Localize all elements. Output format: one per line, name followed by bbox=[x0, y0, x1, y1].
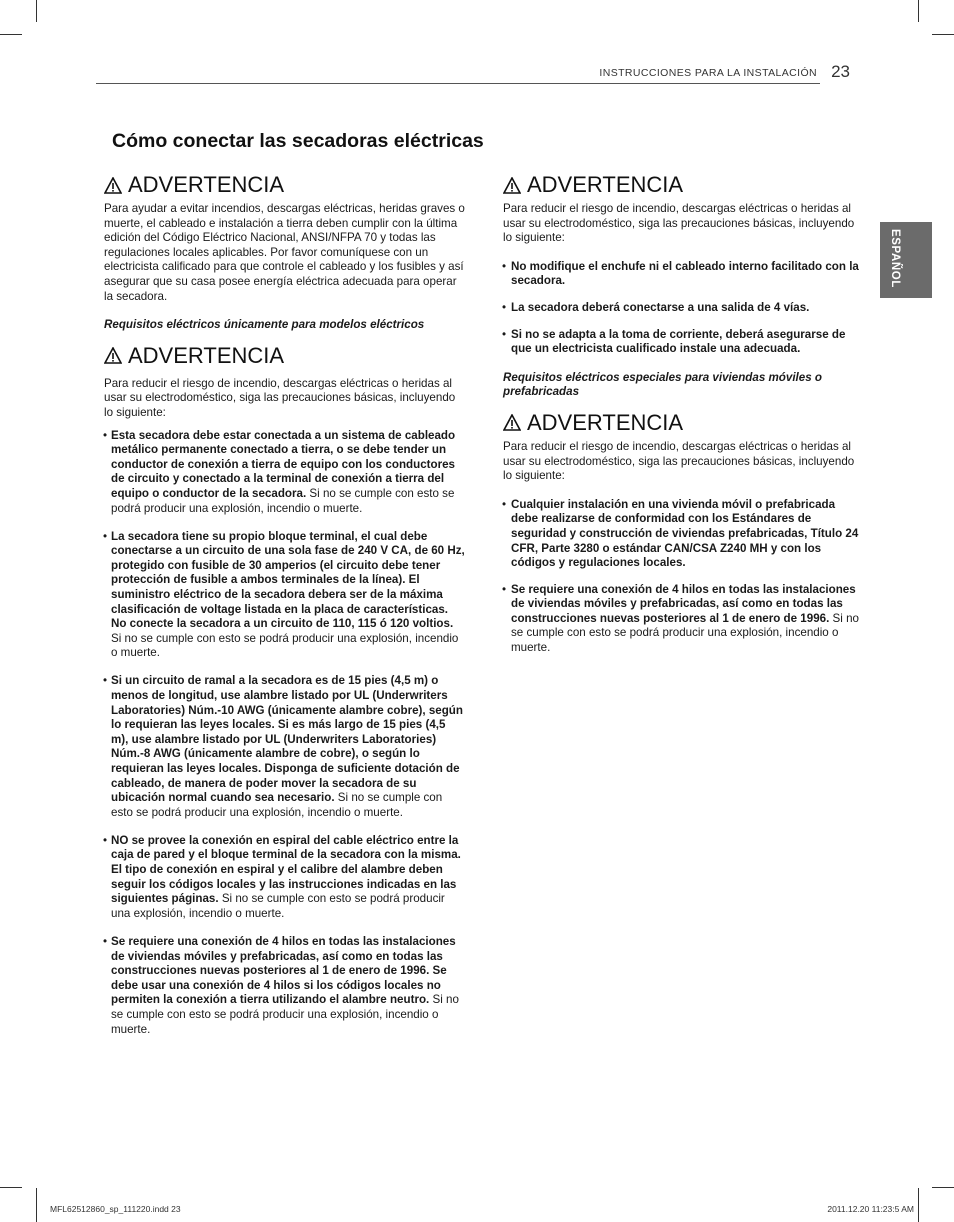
list-item: • Si un circuito de ramal a la secadora es de 15 pies (4,5 m) o menos de longitud, use alambre listado por UL (Underwriters Laboratories) Núm.-10 AWG (únicamente alambre cobre), según lo requieran las leyes locales. Si es más largo de 15 pies (4,5 m), use alambre listado por UL (Underwriters Laboratories) Núm.-8 AWG (únicamente alambre de cobre), o según lo requieran las leyes locales. Disponga de suficiente dotación de cableado, de manera de poder mover la secadora de su ubicación normal cuando sea necesario. Si no se cumple con esto se podrá producir una explosión, incendio o muerte. bbox=[104, 674, 466, 820]
list-item: • Si no se adapta a la toma de corriente, deberá asegurarse de que un electricista cualificado instale una adecuada. bbox=[503, 328, 861, 357]
list-item: • La secadora tiene su propio bloque terminal, el cual debe conectarse a un circuito de una sola fase de 240 V CA, de 60 Hz, protegido con fusible de 30 amperios (el circuito debe tener protección de fusible a ambos terminales de la línea). El suministro eléctrico de la secadora debera ser de la máxima clasificación de voltage listada en la placa de características. No conecte la secadora a un circuito de 110, 115 ó 120 voltios. Si no se cumple con esto se podrá producir una explosión, incendio o muerte. bbox=[104, 530, 466, 661]
warning-icon bbox=[104, 347, 122, 364]
warning-list bbox=[104, 429, 466, 1038]
warning-title: ADVERTENCIA bbox=[527, 409, 684, 435]
footer-timestamp: 2011.12.20 11:23:5 AM bbox=[827, 1204, 914, 1214]
list-item: • Se requiere una conexión de 4 hilos en todas las instalaciones de viviendas móviles y prefabricadas, así como en todas las construcciones nuevas posteriores al 1 de enero de 1996. Si no se cumple con esto se podrá producir una explosión, incendio o muerte. bbox=[503, 583, 861, 656]
running-header: INSTRUCCIONES PARA LA INSTALACIÓN bbox=[599, 67, 817, 79]
warning-heading bbox=[104, 172, 466, 198]
warning-icon bbox=[503, 414, 521, 431]
warning-heading bbox=[503, 172, 861, 198]
language-tab bbox=[880, 222, 932, 298]
list-item: • NO se provee la conexión en espiral del cable eléctrico entre la caja de pared y el bloque terminal de la secadora con la misma. El tipo de conexión en espiral y el calibre del alambre deben seguir los códigos locales y las instrucciones indicadas en las siguientes páginas. Si no se cumple con esto se podrá producir una explosión, incendio o muerte. bbox=[104, 834, 466, 922]
list-item: • La secadora deberá conectarse a una salida de 4 vías. bbox=[503, 301, 861, 316]
warning-heading bbox=[104, 343, 466, 369]
section-title: Cómo conectar las secadoras eléctricas bbox=[112, 130, 484, 152]
warning-text: Para ayudar a evitar incendios, descargas eléctricas, heridas graves o muerte, el cableado e instalación a tierra deben cumplir con la última edición del Código Eléctrico Nacional, ANSI/NFPA 70 y todas las regulaciones locales aplicables. Por favor comuníquese con un electricista calificado para que controle el cableado y los fusibles y así asegurar que su casa posee energía eléctrica adecuada para operar la secadora. bbox=[104, 202, 465, 303]
subheading: Requisitos eléctricos especiales para viviendas móviles o prefabricadas bbox=[503, 370, 822, 399]
warning-list bbox=[503, 498, 861, 656]
crop-mark bbox=[932, 34, 954, 35]
list-item: • Se requiere una conexión de 4 hilos en todas las instalaciones de viviendas móviles y prefabricadas, así como en todas las construcciones nuevas posteriores al 1 de enero de 1996. Se debe usar una conexión de 4 hilos si los códigos locales no permiten la conexión a tierra utilizando el alambre neutro. Si no se cumple con esto se podrá producir una explosión, incendio o muerte. bbox=[104, 935, 466, 1037]
list-item: • Cualquier instalación en una vivienda móvil o prefabricada debe realizarse de conformidad con los Estándares de seguridad y construcción de viviendas prefabricadas, Título 24 CFR, Parte 3280 o estándar CAN/CSA Z240 MH y con los códigos y regulaciones locales. bbox=[503, 498, 861, 571]
subheading: Requisitos eléctricos únicamente para modelos eléctricos bbox=[104, 318, 425, 332]
left-column bbox=[104, 172, 466, 1051]
right-column bbox=[503, 172, 861, 668]
list-item: • No modifique el enchufe ni el cableado interno facilitado con la secadora. bbox=[503, 260, 861, 289]
crop-mark bbox=[36, 0, 37, 22]
list-item: • Esta secadora debe estar conectada a un sistema de cableado metálico permanente conectado a tierra, o se debe tender un conductor de conexión a tierra de equipo con los conductores de circuito y conectado a la terminal de conexión a tierra del equipo o conductor de la secadora. Si no se cumple con esto se podrá producir una explosión, incendio o muerte. bbox=[104, 429, 466, 517]
warning-title: ADVERTENCIA bbox=[128, 172, 285, 197]
warning-heading bbox=[503, 410, 861, 436]
crop-mark bbox=[0, 34, 22, 35]
warning-title: ADVERTENCIA bbox=[527, 172, 684, 197]
warning-intro: Para reducir el riesgo de incendio, descargas eléctricas o heridas al usar su electrodoméstico, siga las precauciones básicas, incluyendo lo siguiente: bbox=[104, 376, 456, 419]
warning-intro: Para reducir el riesgo de incendio, descargas eléctricas o heridas al usar su electrodoméstico, siga las precauciones básicas, incluyendo lo siguiente: bbox=[503, 439, 855, 483]
page-number: 23 bbox=[831, 62, 850, 81]
warning-intro: Para reducir el riesgo de incendio, descargas eléctricas o heridas al usar su electrodoméstico, siga las precauciones básicas, incluyendo lo siguiente: bbox=[503, 202, 855, 245]
warning-title: ADVERTENCIA bbox=[128, 342, 285, 368]
crop-mark bbox=[0, 1187, 22, 1188]
warning-list bbox=[503, 260, 861, 357]
crop-mark bbox=[918, 0, 919, 22]
crop-mark bbox=[918, 1188, 919, 1222]
header-rule bbox=[96, 83, 820, 84]
language-tab-label: ESPAÑOL bbox=[889, 229, 901, 288]
footer-file-slug: MFL62512860_sp_111220.indd 23 bbox=[50, 1204, 181, 1214]
warning-icon bbox=[503, 177, 521, 194]
crop-mark bbox=[36, 1188, 37, 1222]
crop-mark bbox=[932, 1187, 954, 1188]
warning-icon bbox=[104, 177, 122, 194]
